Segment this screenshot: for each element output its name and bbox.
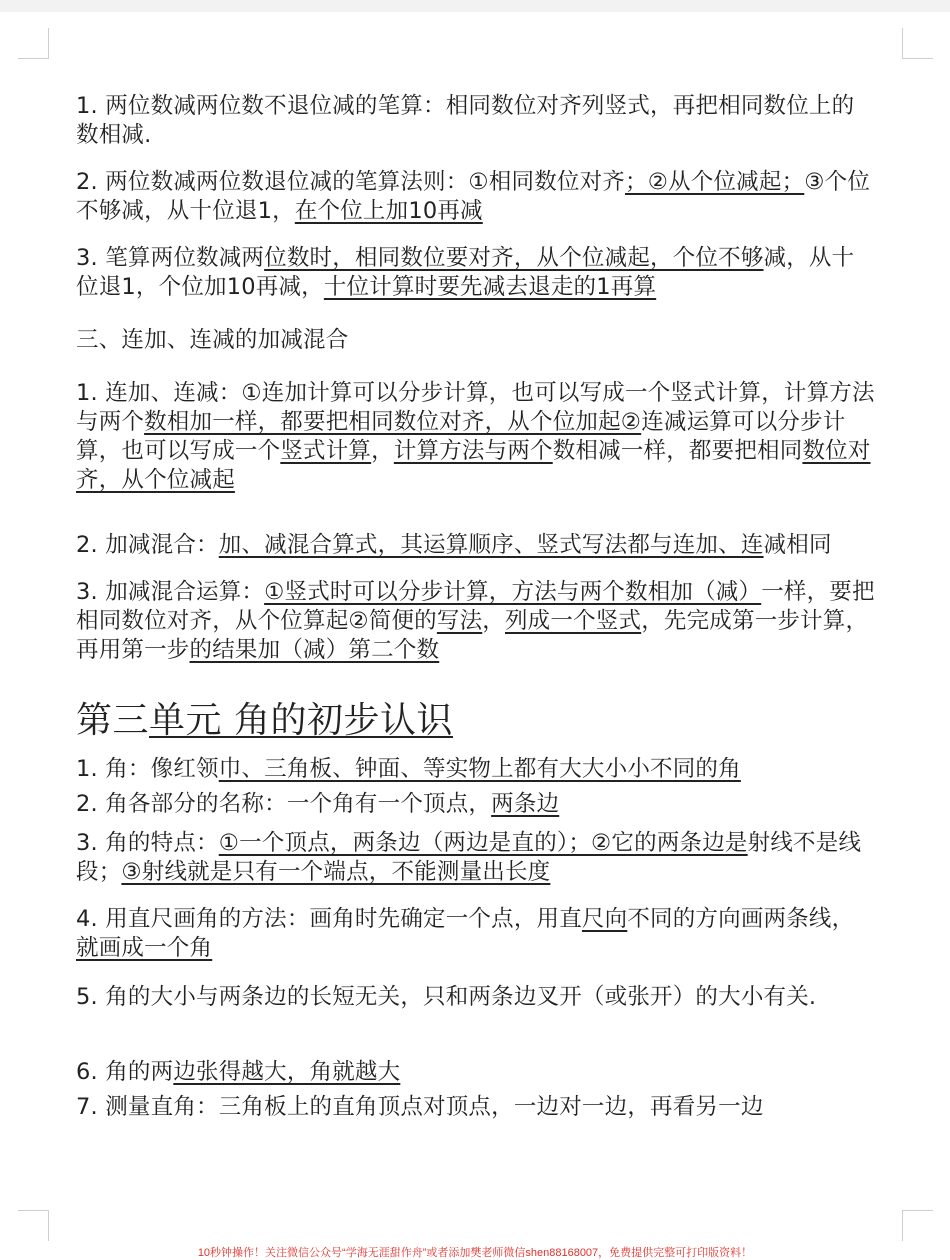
mixed-rule-2: 2. 加减混合：加、减混合算式，其运算顺序、竖式写法都与连加、连减相同 (76, 532, 832, 558)
document-body (76, 92, 876, 1122)
subtraction-rule-1: 1. 两位数减两位数不退位减的笔算：相同数位对齐列竖式，再把相同数位上的数相减. (76, 93, 855, 148)
crop-mark-bottom-right (902, 1210, 933, 1241)
angle-point-4: 4. 用直尺画角的方法：画角时先确定一个点，用直尺向不同的方向画两条线，就画成一个角 (76, 906, 855, 961)
subtraction-rule-2: 2. 两位数减两位数退位减的笔算法则：①相同数位对齐；②从个位减起；③个位不够减，从十位退1，在个位上加10再减 (76, 169, 871, 224)
crop-mark-top-left (18, 28, 49, 59)
mixed-rule-1: 1. 连加、连减：①连加计算可以分步计算，也可以写成一个竖式计算，计算方法与两个数相加一样，都要把相同数位对齐，从个位加起②连减运算可以分步计算，也可以写成一个竖式计算，计算方法与两个数相减一样，都要把相同数位对齐，从个位减起 (76, 380, 875, 493)
top-bar (0, 0, 950, 12)
angle-point-2: 2. 角各部分的名称：一个角有一个顶点，两条边 (76, 791, 560, 817)
angle-point-3: 3. 角的特点：①一个顶点，两条边（两边是直的）；②它的两条边是射线不是线段；③射线就是只有一个端点，不能测量出长度 (76, 830, 862, 885)
crop-mark-top-right (902, 28, 933, 59)
crop-mark-bottom-left (18, 1210, 49, 1241)
subtraction-rule-3: 3. 笔算两位数减两位数时，相同数位要对齐，从个位减起，个位不够减，从十位退1，个位加10再减，十位计算时要先减去退走的1再算 (76, 245, 855, 300)
angle-point-6: 6. 角的两边张得越大，角就越大 (76, 1059, 401, 1085)
angle-point-7: 7. 测量直角：三角板上的直角顶点对顶点，一边对一边，再看另一边 (76, 1094, 764, 1120)
mixed-rule-3: 3. 加减混合运算：①竖式时可以分步计算，方法与两个数相加（减）一样，要把相同数位对齐，从个位算起②简便的写法，列成一个竖式，先完成第一步计算，再用第一步的结果加（减）第二个数 (76, 579, 875, 663)
angle-point-1: 1. 角：像红领巾、三角板、钟面、等实物上都有大大小小不同的角 (76, 756, 741, 782)
unit-3-title: 第三单元 角的初步认识 (76, 700, 453, 741)
section-heading-mixed-operations: 三、连加、连减的加减混合 (76, 327, 349, 353)
angle-point-5: 5. 角的大小与两条边的长短无关，只和两条边叉开（或张开）的大小有关. (76, 984, 817, 1010)
promo-footer: 10秒钟操作！关注微信公众号“学海无涯甜作舟”或者添加樊老师微信shen88168007，免费提供完整可打印版资料！ (197, 1247, 753, 1259)
